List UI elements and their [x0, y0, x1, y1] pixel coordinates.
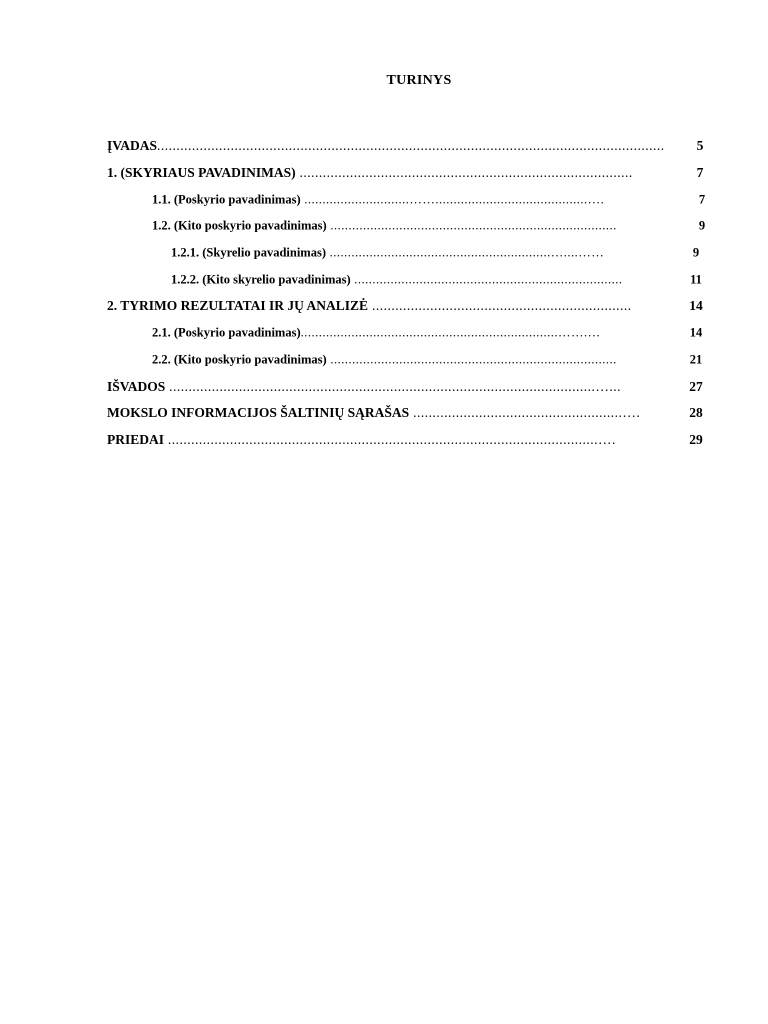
toc-dot-leader: .......................................................................…….…: [300, 325, 601, 340]
toc-dot-leader: ...............................................................................: [326, 218, 617, 233]
toc-entry-isvados: [107, 373, 711, 400]
toc-entry-label: ĮVADAS: [107, 138, 158, 154]
toc-entry-subsection-1-2-2: [107, 266, 711, 293]
toc-entry-section-2-2: [107, 347, 711, 374]
toc-entry-label: PRIEDAI: [107, 431, 165, 447]
toc-entry-section-1-2: [107, 213, 711, 240]
toc-entry-label: 1.2.1. (Skyrelio pavadinimas): [171, 245, 326, 260]
toc-page-number: 27: [689, 378, 703, 394]
toc-dot-leader: ......................................................….: [409, 405, 641, 421]
toc-entry-label: 1. (SKYRIAUS PAVADINIMAS): [107, 165, 296, 181]
toc-entry-label: 1.2. (Kito poskyrio pavadinimas): [152, 218, 327, 233]
toc-dot-leader: ...................................................................................................................................: [157, 138, 665, 154]
toc-entry-label: 2. TYRIMO REZULTATAI IR JŲ ANALIZĖ: [107, 298, 369, 314]
toc-entry-label: 2.1. (Poskyrio pavadinimas): [152, 325, 301, 340]
toc-page-number: 9: [692, 245, 700, 260]
toc-entry-priedai: [107, 427, 711, 454]
toc-page-number: 5: [696, 138, 704, 154]
toc-entry-label: 2.2. (Kito poskyrio pavadinimas): [152, 352, 327, 367]
toc-entry-label: MOKSLO INFORMACIJOS ŠALTINIŲ SĄRAŠAS: [107, 405, 410, 421]
toc-entry-section-2-1: [107, 320, 711, 347]
toc-page-number: 11: [690, 272, 702, 287]
toc-entry-subsection-1-2-1: [107, 240, 711, 267]
toc-page-number: 7: [698, 192, 706, 207]
toc-dot-leader: .............................……..........................................….: [300, 192, 605, 207]
toc-dot-leader: ...................................................................: [368, 298, 632, 314]
toc-page-number: 9: [698, 218, 706, 233]
toc-page-number: 29: [689, 431, 703, 447]
toc-entry-label: 1.1. (Poskyrio pavadinimas): [152, 192, 301, 207]
toc-page-number: 14: [689, 325, 703, 340]
toc-dot-leader: ..............................................................................................................…...: [165, 378, 622, 394]
table-of-contents: [107, 133, 711, 453]
toc-entry-label: IŠVADOS: [107, 378, 166, 394]
toc-dot-leader: ...............................................................................: [326, 352, 617, 367]
toc-entry-section-1-1: [107, 186, 711, 213]
toc-entry-chapter-1: [107, 160, 711, 187]
toc-page-number: 28: [689, 405, 703, 421]
toc-title: TURINYS: [386, 73, 452, 88]
toc-entry-label: 1.2.2. (Kito skyrelio pavadinimas): [171, 272, 351, 287]
toc-dot-leader: ......................................................................................: [295, 165, 633, 181]
toc-entry-sources-list: [107, 400, 711, 427]
toc-dot-leader: ..........................................................................: [350, 272, 623, 287]
toc-dot-leader: ...............................................................................................................….: [164, 431, 616, 447]
toc-page-number: 21: [689, 352, 703, 367]
toc-entry-ivadas: [107, 133, 711, 160]
toc-page-number: 7: [696, 165, 704, 181]
toc-entry-chapter-2: [107, 293, 711, 320]
toc-dot-leader: .............................................................…....……: [326, 245, 605, 260]
toc-page-number: 14: [689, 298, 703, 314]
